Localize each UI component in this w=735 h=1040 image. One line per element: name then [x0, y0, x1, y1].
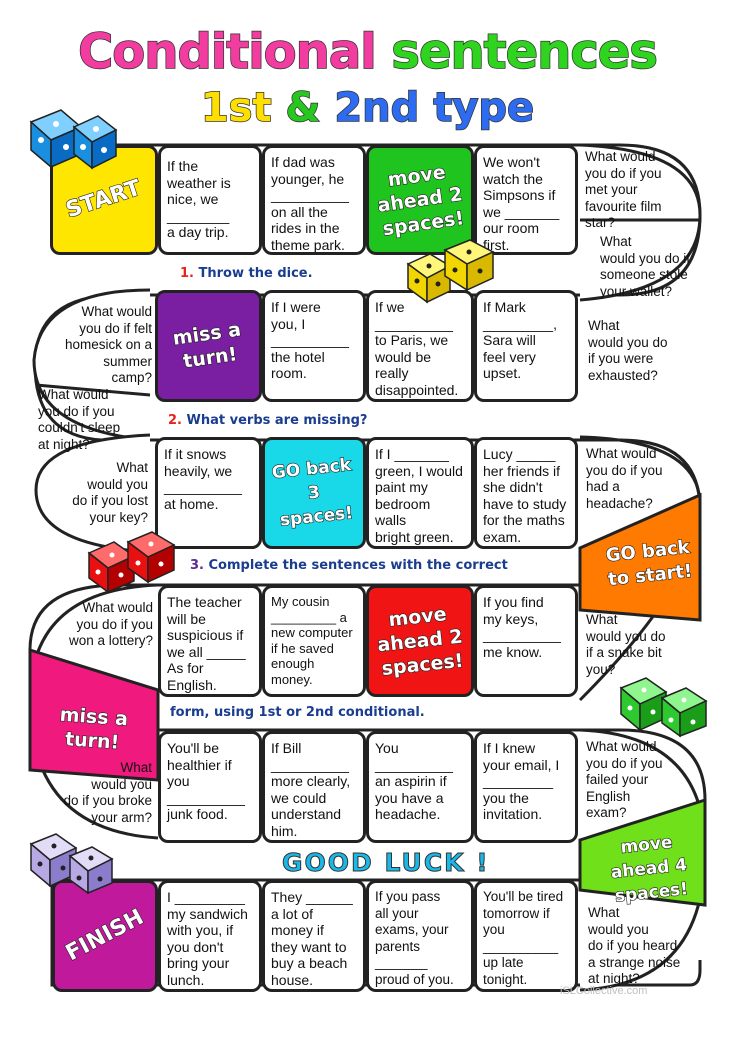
instruction-1	[180, 266, 313, 281]
board-space-r4-2[interactable]: My cousin _________ a new computer if he saved enough money.	[262, 585, 366, 697]
board-space-r4-3[interactable]: If you find my keys, __________ me know.	[474, 585, 578, 697]
board-space-r2-2[interactable]: If we __________ to Paris, we would be really disappointed.	[366, 290, 474, 402]
board-space-r1-2[interactable]: If dad was younger, he __________ on all the rides in the theme park.	[262, 145, 366, 255]
board-space-r3-2[interactable]: If I _______ green, I would paint my bedroom walls bright green.	[366, 437, 474, 549]
board-space-r3-1[interactable]: If it snows heavily, we __________ at home.	[155, 437, 262, 549]
board-space-r4-1[interactable]: The teacher will be suspicious if we all _____ As for English.	[158, 585, 262, 697]
move-ahead-2-label-a: move ahead 2 spaces!	[376, 161, 466, 241]
board-space-r4-corner[interactable]: What would you do if a snake bit you?	[586, 612, 666, 677]
instruction-3-text: Complete the sentences with the correct	[208, 558, 508, 573]
board-space-r3-left[interactable]: What would you do if you lost your key?	[72, 460, 148, 525]
title-conditional: Conditional	[78, 24, 376, 80]
board-space-r2-3[interactable]: If Mark _________, Sara will feel very upset.	[474, 290, 578, 402]
board-space-r5-4[interactable]: If I knew your email, I _________ you the invitation.	[474, 731, 578, 843]
title-1st: 1st	[200, 85, 272, 131]
board-space-r6-1[interactable]: I _________ my sandwich with you, if you don't bring your lunch.	[158, 880, 262, 992]
instruction-1-text: Throw the dice.	[198, 266, 313, 281]
board-space-r5-1[interactable]: You'll be healthier if you __________ junk food.	[158, 731, 262, 843]
title-ampersand: &	[285, 85, 321, 131]
instruction-1-num: 1.	[180, 266, 194, 281]
board-space-r2-left-2[interactable]: What would you do if you couldn't sleep at night?	[38, 387, 121, 452]
move-ahead-4-space[interactable]	[590, 830, 708, 908]
miss-a-turn-label-a: miss a turn!	[171, 318, 243, 373]
miss-a-turn-space-a[interactable]	[155, 290, 262, 402]
go-back-3-space[interactable]	[262, 437, 366, 549]
lavender-dice-icon	[28, 826, 116, 894]
board-space-r1-3[interactable]: We won't watch the Simpsons if we _______ our room first.	[474, 145, 578, 255]
green-dice-icon	[618, 668, 710, 738]
miss-a-turn-space-b[interactable]	[34, 690, 152, 768]
board-space-r5-3[interactable]: You __________ an aspirin if you have a headache.	[366, 731, 474, 843]
board-space-r3-corner[interactable]: What would you do if you had a headache?	[586, 446, 663, 511]
instruction-3	[190, 558, 508, 573]
move-ahead-2-space-b[interactable]	[366, 585, 474, 697]
board-space-r5-2[interactable]: If Bill __________ more clearly, we could understand him.	[262, 731, 366, 843]
go-back-3-label: GO back 3 spaces!	[270, 455, 354, 531]
finish-space[interactable]	[52, 880, 158, 992]
miss-a-turn-label-b: miss a turn!	[58, 703, 129, 754]
board-space-r5-corner[interactable]: What would you do if you failed your English exam?	[586, 739, 663, 820]
board-space-r1-1[interactable]: If the weather is nice, we ________ a day trip.	[158, 145, 262, 255]
board-space-r2-left[interactable]: What would you do if felt homesick on a summer camp?	[64, 304, 152, 385]
instruction-3-num: 3.	[190, 558, 204, 573]
board-space-r1-corner-a[interactable]: What would you do if you met your favourite film star?	[585, 149, 662, 230]
red-dice-icon	[86, 528, 178, 596]
go-back-to-start-label: GO back to start!	[604, 536, 694, 591]
good-luck-label: GOOD LUCK !	[282, 848, 490, 877]
title-2nd-type: 2nd type	[334, 85, 535, 131]
board-space-r1-corner-b[interactable]: What would you do if someone stole your wallet?	[600, 234, 691, 299]
yellow-dice-icon	[405, 236, 497, 306]
board-space-r6-corner[interactable]: What would you do if you heard a strange noise at night?	[588, 905, 681, 986]
move-ahead-2-label-b: move ahead 2 spaces!	[376, 603, 465, 681]
title-sentences: sentences	[391, 24, 657, 80]
blue-dice-icon	[26, 102, 121, 174]
good-luck-text	[282, 848, 490, 877]
board-space-r5-left[interactable]: What would you do if you broke your arm?	[63, 760, 152, 825]
board-space-r6-3[interactable]: If you pass all your exams, your parents _______ proud of you.	[366, 880, 474, 992]
board-space-r2-corner[interactable]: What would you do if you were exhausted?	[588, 318, 668, 383]
board-space-r6-4[interactable]: You'll be tired tomorrow if you __________ up late tonight.	[474, 880, 578, 992]
instruction-2	[168, 413, 367, 428]
move-ahead-4-label: move ahead 4 spaces!	[609, 832, 689, 907]
board-space-r4-left[interactable]: What would you do if you won a lottery?	[68, 600, 153, 648]
instruction-2-num: 2.	[168, 413, 182, 428]
board-space-r3-3[interactable]: Lucy _____ her friends if she didn't have to study for the maths exam.	[474, 437, 578, 549]
instruction-4: form, using 1st or 2nd conditional.	[170, 705, 425, 720]
instruction-2-text: What verbs are missing?	[186, 413, 368, 428]
go-back-to-start-space[interactable]	[590, 525, 708, 603]
finish-label: FINISH	[61, 904, 148, 967]
board-space-r6-2[interactable]: They ______ a lot of money if they want to buy a beach house.	[262, 880, 366, 992]
board-space-r2-1[interactable]: If I were you, I __________ the hotel room.	[262, 290, 366, 402]
start-label: START	[63, 175, 145, 224]
watermark: iSLCollective.com	[560, 985, 648, 997]
